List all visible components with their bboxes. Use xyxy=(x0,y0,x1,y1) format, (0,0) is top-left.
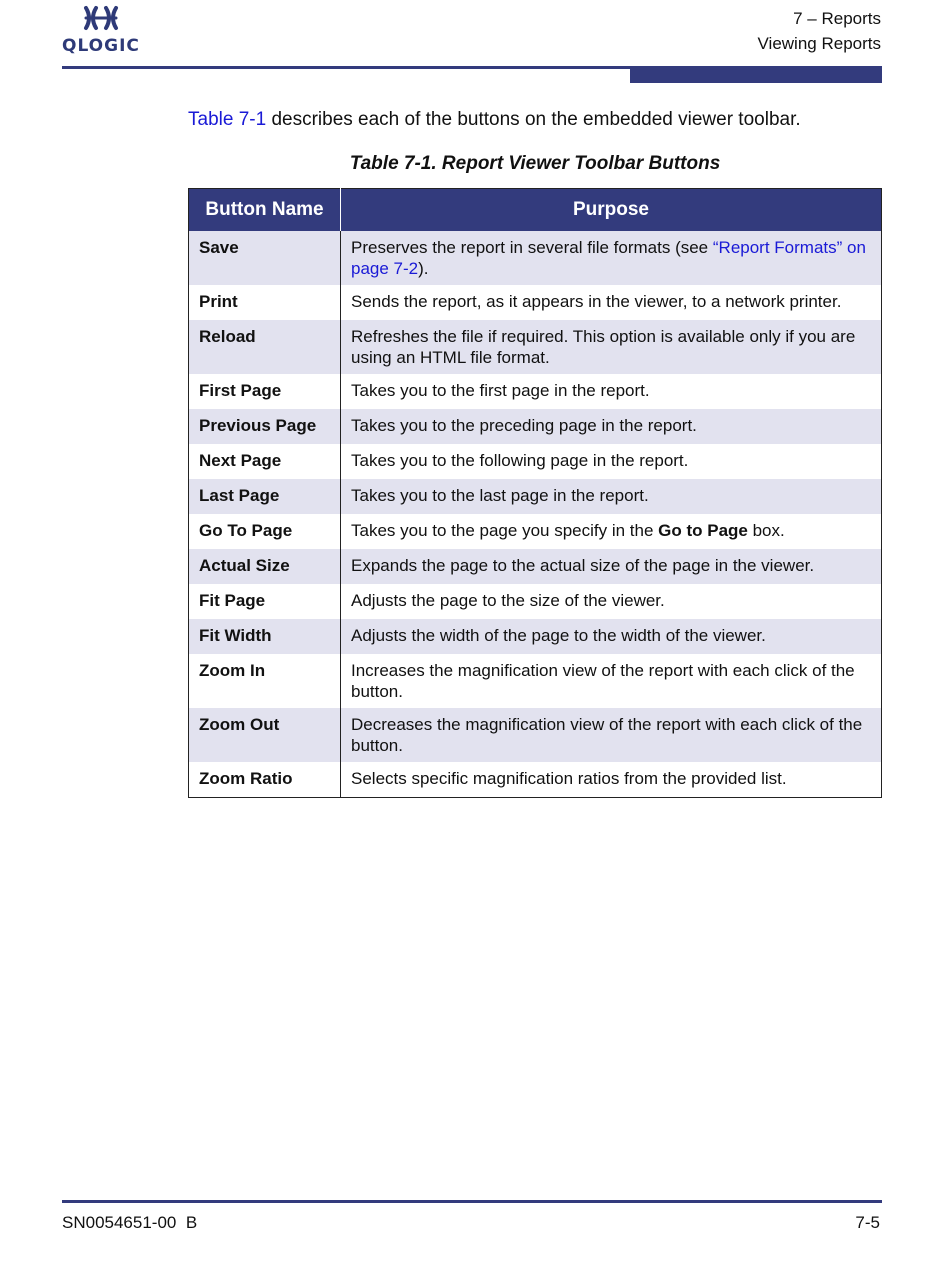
table-row xyxy=(189,549,882,584)
header-section: Viewing Reports xyxy=(757,34,881,53)
button-name-cell: Go To Page xyxy=(189,514,341,549)
purpose-cell xyxy=(341,708,882,762)
purpose-text-end: ). xyxy=(418,259,429,278)
table-row xyxy=(189,374,882,409)
footer-rule xyxy=(62,1200,882,1203)
table-row xyxy=(189,584,882,619)
purpose-cell xyxy=(341,762,882,798)
table-caption: Table 7-1. Report Viewer Toolbar Buttons xyxy=(349,153,721,174)
qlogic-emblem-icon xyxy=(62,4,152,38)
purpose-text: Takes you to the last page in the report. xyxy=(351,486,649,505)
logo-wordmark: QLOGIC xyxy=(62,36,140,56)
purpose-text: Preserves the report in several file formats (see xyxy=(351,238,713,257)
purpose-text: Increases the magnification view of the report with each click of the button. xyxy=(351,661,855,701)
table-row xyxy=(189,285,882,320)
running-header xyxy=(758,6,881,56)
purpose-cell xyxy=(341,320,882,374)
button-name-cell: Actual Size xyxy=(189,549,341,584)
purpose-cell xyxy=(341,231,882,285)
intro-text: describes each of the buttons on the embedded viewer toolbar. xyxy=(266,109,801,130)
purpose-cell xyxy=(341,654,882,708)
purpose-text: Takes you to the first page in the report. xyxy=(351,381,650,400)
table-row xyxy=(189,514,882,549)
purpose-text: Decreases the magnification view of the report with each click of the button. xyxy=(351,715,863,755)
qlogic-logo xyxy=(62,4,152,58)
purpose-text: Sends the report, as it appears in the viewer, to a network printer. xyxy=(351,292,842,311)
button-name-cell: First Page xyxy=(189,374,341,409)
button-name-cell: Previous Page xyxy=(189,409,341,444)
purpose-text: Adjusts the page to the size of the viewer. xyxy=(351,591,665,610)
intro-paragraph xyxy=(188,109,801,131)
button-name-cell: Print xyxy=(189,285,341,320)
button-name-cell: Reload xyxy=(189,320,341,374)
header-accent-bar xyxy=(630,66,882,83)
purpose-cell xyxy=(341,549,882,584)
table-row xyxy=(189,708,882,762)
table-row xyxy=(189,231,882,285)
button-name-cell: Fit Page xyxy=(189,584,341,619)
table-row xyxy=(189,444,882,479)
purpose-text: Takes you to the following page in the report. xyxy=(351,451,689,470)
button-name-cell: Zoom In xyxy=(189,654,341,708)
table-header-row xyxy=(189,189,882,232)
purpose-cell xyxy=(341,374,882,409)
purpose-text: Selects specific magnification ratios from the provided list. xyxy=(351,769,787,788)
purpose-cell xyxy=(341,285,882,320)
button-name-cell: Zoom Ratio xyxy=(189,762,341,798)
purpose-cell xyxy=(341,514,882,549)
purpose-bold-term: Go to Page xyxy=(658,521,748,540)
table-row xyxy=(189,654,882,708)
button-name-cell: Save xyxy=(189,231,341,285)
purpose-text: Takes you to the page you specify in the xyxy=(351,521,659,540)
purpose-cell xyxy=(341,619,882,654)
table-row xyxy=(189,409,882,444)
table-row xyxy=(189,320,882,374)
purpose-cell xyxy=(341,444,882,479)
purpose-text: Takes you to the preceding page in the report. xyxy=(351,416,697,435)
toolbar-buttons-table xyxy=(188,188,882,798)
column-header-purpose: Purpose xyxy=(341,189,882,232)
header-chapter: 7 – Reports xyxy=(793,9,881,28)
button-name-cell: Zoom Out xyxy=(189,708,341,762)
footer-page-number: 7-5 xyxy=(855,1213,880,1232)
purpose-text: Expands the page to the actual size of the page in the viewer. xyxy=(351,556,815,575)
purpose-text: Adjusts the width of the page to the width of the viewer. xyxy=(351,626,766,645)
purpose-cross-reference-link[interactable]: “Report Formats” on page 7-2 xyxy=(351,238,866,278)
purpose-cell xyxy=(341,409,882,444)
table-cross-reference-link[interactable]: Table 7-1 xyxy=(188,109,267,130)
purpose-text: Refreshes the file if required. This option is available only if you are using an HTML file format. xyxy=(351,327,856,367)
purpose-text-end: box. xyxy=(747,521,785,540)
button-name-cell: Last Page xyxy=(189,479,341,514)
button-name-cell: Next Page xyxy=(189,444,341,479)
purpose-cell xyxy=(341,479,882,514)
purpose-cell xyxy=(341,584,882,619)
footer-doc-number: SN0054651-00 B xyxy=(62,1213,198,1232)
table-row xyxy=(189,479,882,514)
table-row xyxy=(189,619,882,654)
button-name-cell: Fit Width xyxy=(189,619,341,654)
table-row xyxy=(189,762,882,798)
column-header-button-name: Button Name xyxy=(189,189,341,232)
